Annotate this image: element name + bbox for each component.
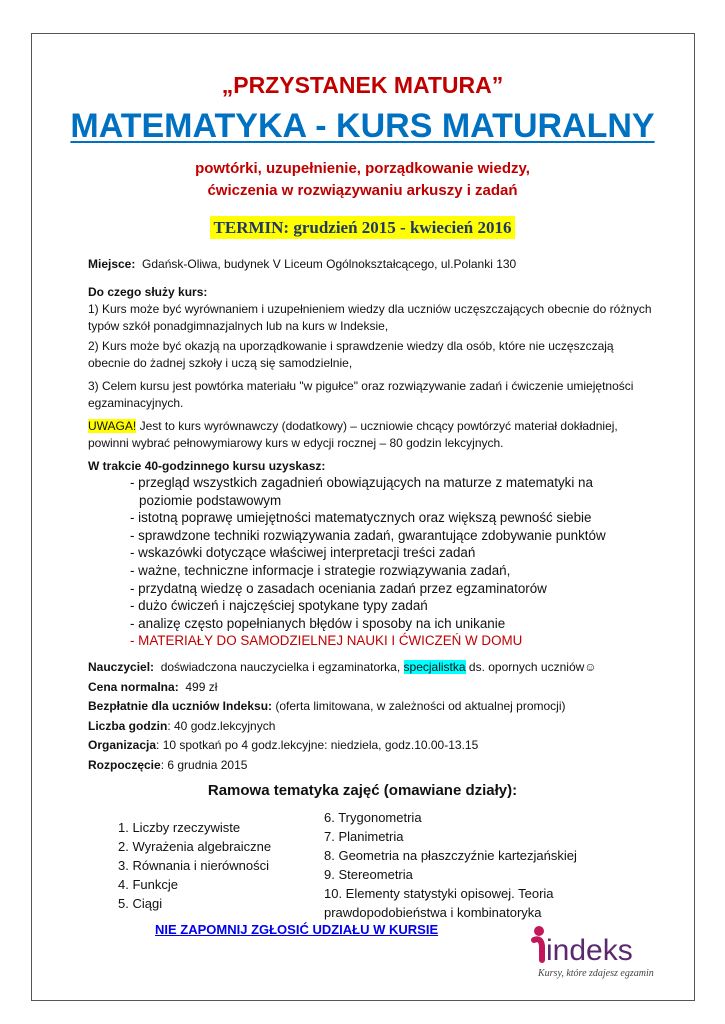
organization-line bbox=[88, 736, 668, 756]
teacher-label: Nauczyciel: bbox=[88, 660, 155, 674]
teacher-line bbox=[88, 658, 668, 678]
teacher-highlight: specjalistka bbox=[403, 660, 466, 674]
purpose-section bbox=[88, 284, 658, 335]
price-value: 499 zł bbox=[185, 679, 218, 694]
start-value: : 6 grudnia 2015 bbox=[160, 757, 248, 772]
list-item: - istotną poprawę umiejętności matematycznych oraz większą pewność siebie bbox=[130, 510, 592, 526]
topic-item: 4. Funkcje bbox=[118, 877, 178, 892]
purpose-item: 2) Kurs może być okazją na uporządkowanie i sprawdzenie wiedzy dla osób, które nie uczęszczają obecnie do żadnej szkoły i uczą się samodzielnie, bbox=[88, 339, 614, 370]
hours-line bbox=[88, 717, 668, 737]
free-line bbox=[88, 697, 668, 717]
list-item: - ważne, techniczne informacje i strategie rozwiązywania zadań, bbox=[130, 562, 511, 578]
topic-item: 5. Ciągi bbox=[118, 896, 163, 911]
place-value: Gdańsk-Oliwa, budynek V Liceum Ogólnokształcącego, ul.Polanki 130 bbox=[142, 257, 517, 271]
organization-value: : 10 spotkań po 4 godz.lekcyjne: niedziela, godz.10.00-13.15 bbox=[156, 738, 479, 752]
purpose-item: 3) Celem kursu jest powtórka materiału "w pigułce" oraz rozwiązywanie zadań i ćwiczenie umiejętności egzaminacyjnych. bbox=[88, 379, 634, 410]
signup-reminder-link[interactable]: NIE ZAPOMNIJ ZGŁOSIĆ UDZIAŁU W KURSIE bbox=[155, 922, 439, 937]
list-item: - przegląd wszystkich zagadnień obowiązujących na maturze z matematyki na poziomie podstawowym bbox=[130, 475, 593, 508]
place-line bbox=[88, 256, 658, 273]
warning-label: UWAGA! bbox=[88, 419, 137, 433]
start-line bbox=[88, 756, 668, 776]
organization-label: Organizacja bbox=[88, 738, 157, 752]
topics-left-column bbox=[118, 818, 271, 913]
logo-dot-icon bbox=[534, 926, 544, 936]
list-item: - analizę często popełnianych błędów i sposoby na ich unikanie bbox=[130, 615, 506, 631]
course-subtitle: „PRZYSTANEK MATURA” bbox=[221, 72, 504, 98]
tagline-line-1: powtórki, uzupełnienie, porządkowanie wiedzy, bbox=[195, 160, 530, 177]
hours-label: Liczba godzin bbox=[88, 718, 168, 733]
logo-i-stroke-icon bbox=[534, 939, 542, 960]
place-label: Miejsce: bbox=[88, 257, 136, 271]
topic-item: 6. Trygonometria bbox=[324, 810, 422, 825]
list-item: - dużo ćwiczeń i najczęściej spotykane typy zadań bbox=[130, 598, 428, 614]
topic-item: 2. Wyrażenia algebraiczne bbox=[118, 839, 272, 854]
warning-paragraph bbox=[88, 418, 658, 452]
purpose-heading: Do czego służy kurs: bbox=[88, 285, 208, 299]
list-item: - wskazówki dotyczące właściwej interpretacji treści zadań bbox=[130, 545, 476, 561]
free-label: Bezpłatnie dla uczniów Indeksu: bbox=[88, 699, 273, 713]
topic-item: 3. Równania i nierówności bbox=[118, 858, 270, 873]
list-item-highlight: - MATERIAŁY DO SAMODZIELNEJ NAUKI I ĆWICZEŃ W DOMU bbox=[130, 633, 523, 649]
warning-text: Jest to kurs wyrównawczy (dodatkowy) – uczniowie chcący powtórzyć materiał dokładniej, powinni wybrać pełnowymiarowy kurs w edycji rocznej – 80 godzin lekcyjnych. bbox=[88, 419, 618, 450]
price-label: Cena normalna: bbox=[88, 679, 179, 694]
gains-heading: W trakcie 40-godzinnego kursu uzyskasz: bbox=[88, 459, 326, 473]
teacher-text: doświadczona nauczycielka i egzaminatorka, bbox=[160, 660, 401, 674]
logo-slogan: Kursy, które zdajesz egzamin bbox=[538, 968, 654, 979]
course-details bbox=[88, 658, 668, 775]
topics-heading: Ramowa tematyka zajęć (omawiane działy): bbox=[207, 782, 518, 799]
topic-item: 7. Planimetria bbox=[324, 829, 404, 844]
topic-item: 9. Stereometria bbox=[324, 867, 413, 882]
price-line bbox=[88, 678, 668, 698]
topic-item: 10. Elementy statystyki opisowej. Teoria prawdopodobieństwa i kombinatoryka bbox=[324, 886, 554, 920]
logo-wordmark: indeks bbox=[546, 934, 633, 967]
topics-right-column bbox=[324, 808, 624, 922]
free-value: (oferta limitowana, w zależności od aktualnej promocji) bbox=[275, 699, 566, 713]
hours-value: : 40 godz.lekcyjnych bbox=[167, 718, 276, 733]
indeks-logo bbox=[522, 922, 692, 982]
termin-row bbox=[0, 218, 725, 238]
list-item: - sprawdzone techniki rozwiązywania zadań, gwarantujące zdobywanie punktów bbox=[130, 527, 606, 543]
tagline-line-2: ćwiczenia w rozwiązywaniu arkuszy i zadań bbox=[207, 182, 518, 199]
topic-item: 1. Liczby rzeczywiste bbox=[118, 820, 241, 835]
purpose-item: 1) Kurs może być wyrównaniem i uzupełnieniem wiedzy dla uczniów uczęszczających obecnie do różnych typów szkół ponadgimnazjalnych lub na kurs w Indeksie, bbox=[88, 302, 652, 333]
start-label: Rozpoczęcie bbox=[88, 757, 161, 772]
course-tagline bbox=[0, 158, 725, 202]
termin-badge: TERMIN: grudzień 2015 - kwiecień 2016 bbox=[210, 216, 516, 239]
course-title: MATEMATYKA - KURS MATURALNY bbox=[70, 107, 655, 145]
topic-item: 8. Geometria na płaszczyźnie kartezjańskiej bbox=[324, 848, 577, 863]
list-item: - przydatną wiedzę o zasadach oceniania zadań przez egzaminatorów bbox=[130, 580, 547, 596]
teacher-text-end: ds. opornych uczniów☺ bbox=[468, 660, 597, 674]
gains-list bbox=[130, 474, 640, 650]
